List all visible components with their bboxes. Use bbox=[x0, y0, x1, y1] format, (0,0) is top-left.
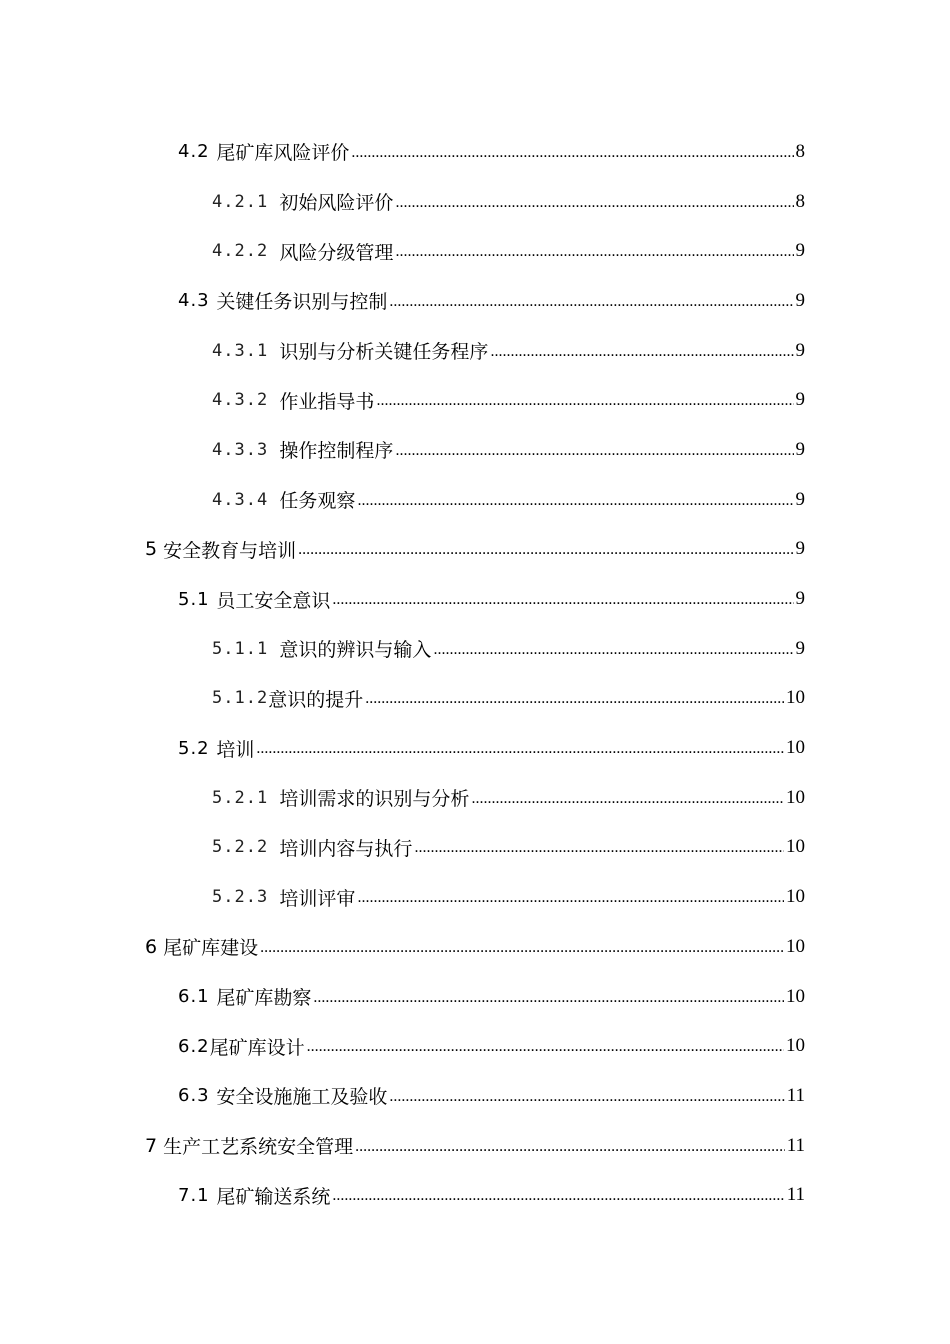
toc-section-number: 5.1 bbox=[178, 588, 217, 610]
toc-entry[interactable] bbox=[0, 922, 950, 972]
toc-section-number: 5 bbox=[145, 538, 164, 561]
toc-page-number: 10 bbox=[786, 935, 805, 957]
toc-dot-leader bbox=[395, 241, 793, 261]
toc-entry[interactable] bbox=[0, 425, 950, 475]
toc-dot-leader bbox=[332, 1185, 784, 1205]
toc-section-number: 4.3.2 bbox=[212, 390, 280, 411]
toc-entry-content bbox=[212, 436, 805, 463]
toc-section-title: 尾矿输送系统 bbox=[216, 1185, 331, 1208]
toc-section-number: 6.2 bbox=[178, 1035, 210, 1057]
toc-entry-content bbox=[178, 1033, 805, 1060]
toc-section-title: 意识的提升 bbox=[268, 688, 364, 711]
toc-page-number: 9 bbox=[795, 339, 805, 361]
toc-section-title: 意识的辨识与输入 bbox=[279, 639, 432, 662]
toc-page-number: 8 bbox=[795, 190, 805, 212]
toc-entry[interactable] bbox=[0, 1021, 950, 1071]
toc-section-title: 生产工艺系统安全管理 bbox=[163, 1136, 354, 1159]
toc-dot-leader bbox=[332, 589, 793, 609]
toc-entry[interactable] bbox=[0, 475, 950, 525]
toc-page-number: 9 bbox=[795, 488, 805, 510]
toc-section-title: 关键任务识别与控制 bbox=[216, 291, 388, 314]
toc-entry-content bbox=[212, 387, 805, 414]
toc-page-number: 10 bbox=[786, 836, 805, 858]
toc-dot-leader bbox=[376, 390, 793, 410]
toc-page-number: 11 bbox=[786, 1134, 805, 1156]
toc-section-title: 培训内容与执行 bbox=[279, 837, 413, 860]
toc-section-number: 5.1.1 bbox=[212, 638, 280, 659]
toc-dot-leader bbox=[351, 142, 793, 162]
toc-section-title: 培训评审 bbox=[279, 887, 356, 910]
toc-page-number: 10 bbox=[786, 985, 805, 1007]
toc-section-number: 5.2.2 bbox=[212, 837, 280, 858]
toc-entry-content bbox=[178, 1082, 805, 1109]
toc-section-number: 5.2 bbox=[178, 737, 217, 759]
toc-section-number: 6.3 bbox=[178, 1085, 217, 1107]
toc-entry[interactable] bbox=[0, 574, 950, 624]
toc-section-title: 识别与分析关键任务程序 bbox=[279, 341, 489, 364]
toc-section-title: 员工安全意识 bbox=[216, 589, 331, 612]
toc-section-title: 操作控制程序 bbox=[279, 440, 394, 463]
toc-page-number: 9 bbox=[795, 588, 805, 610]
toc-dot-leader bbox=[355, 1136, 785, 1156]
toc-dot-leader bbox=[260, 937, 784, 957]
toc-dot-leader bbox=[307, 1036, 784, 1056]
toc-entry[interactable] bbox=[0, 972, 950, 1022]
toc-dot-leader bbox=[395, 440, 793, 460]
toc-dot-leader bbox=[414, 837, 784, 857]
toc-section-number: 4.3.1 bbox=[212, 340, 280, 361]
toc-section-number: 5.2.1 bbox=[212, 787, 280, 808]
toc-entry[interactable] bbox=[0, 525, 950, 575]
toc-dot-leader bbox=[357, 887, 784, 907]
toc-section-title: 尾矿库建设 bbox=[163, 937, 259, 960]
toc-entry-content bbox=[212, 784, 805, 811]
toc-entry[interactable] bbox=[0, 375, 950, 425]
toc-section-title: 培训 bbox=[216, 738, 255, 761]
toc-page-number: 10 bbox=[786, 886, 805, 908]
toc-entry[interactable] bbox=[0, 276, 950, 326]
toc-entry[interactable] bbox=[0, 1071, 950, 1121]
toc-page-number: 10 bbox=[786, 1035, 805, 1057]
toc-section-title: 安全设施施工及验收 bbox=[216, 1086, 388, 1109]
toc-entry[interactable] bbox=[0, 177, 950, 227]
toc-section-title: 任务观察 bbox=[279, 490, 356, 513]
toc-entry-content bbox=[178, 1182, 805, 1209]
toc-section-number: 6.1 bbox=[178, 986, 217, 1008]
toc-section-number: 7 bbox=[145, 1134, 164, 1157]
toc-page-number: 11 bbox=[786, 1084, 805, 1106]
toc-entry[interactable] bbox=[0, 226, 950, 276]
toc-page-number: 9 bbox=[795, 438, 805, 460]
toc-page-number: 10 bbox=[786, 687, 805, 709]
toc-dot-leader bbox=[389, 291, 793, 311]
toc-entry-content bbox=[212, 834, 805, 861]
toc-section-number: 4.2 bbox=[178, 141, 217, 163]
toc-dot-leader bbox=[490, 341, 793, 361]
toc-entry-content bbox=[212, 884, 805, 911]
toc-page-number: 9 bbox=[795, 637, 805, 659]
toc-section-number: 4.3.4 bbox=[212, 489, 280, 510]
toc-entry[interactable] bbox=[0, 1170, 950, 1220]
toc-section-title: 培训需求的识别与分析 bbox=[279, 788, 470, 811]
toc-section-number: 4.3.3 bbox=[212, 439, 280, 460]
toc-section-title: 风险分级管理 bbox=[279, 241, 394, 264]
toc-dot-leader bbox=[433, 639, 793, 659]
toc-entry[interactable] bbox=[0, 624, 950, 674]
toc-section-number: 4.2.1 bbox=[212, 191, 280, 212]
toc-entry[interactable] bbox=[0, 723, 950, 773]
toc-entry-content bbox=[212, 238, 805, 265]
toc-entry[interactable] bbox=[0, 674, 950, 724]
toc-dot-leader bbox=[365, 688, 784, 708]
toc-section-number: 4.2.2 bbox=[212, 241, 280, 262]
toc-entry[interactable] bbox=[0, 823, 950, 873]
toc-entry[interactable] bbox=[0, 127, 950, 177]
toc-section-title: 尾矿库设计 bbox=[209, 1036, 305, 1059]
toc-page-number: 9 bbox=[795, 389, 805, 411]
toc-section-number: 4.3 bbox=[178, 290, 217, 312]
toc-page-number: 9 bbox=[795, 289, 805, 311]
toc-section-number: 5.1.2 bbox=[212, 688, 269, 709]
toc-entry[interactable] bbox=[0, 872, 950, 922]
toc-entry-content bbox=[145, 1132, 805, 1159]
table-of-contents bbox=[0, 127, 950, 1220]
toc-entry-content bbox=[178, 287, 805, 314]
toc-entry-content bbox=[145, 536, 805, 563]
toc-entry[interactable] bbox=[0, 326, 950, 376]
toc-entry-content bbox=[212, 337, 805, 364]
toc-entry[interactable] bbox=[0, 1121, 950, 1171]
toc-dot-leader bbox=[389, 1086, 784, 1106]
toc-entry-content bbox=[212, 486, 805, 513]
toc-entry-content bbox=[212, 635, 805, 662]
toc-page-number: 11 bbox=[786, 1184, 805, 1206]
toc-section-number: 6 bbox=[145, 935, 164, 958]
toc-page-number: 9 bbox=[795, 538, 805, 560]
toc-entry[interactable] bbox=[0, 773, 950, 823]
toc-page-number: 8 bbox=[795, 140, 805, 162]
toc-dot-leader bbox=[256, 738, 784, 758]
toc-dot-leader bbox=[395, 192, 793, 212]
toc-section-title: 安全教育与培训 bbox=[163, 539, 297, 562]
toc-page-number: 10 bbox=[786, 786, 805, 808]
toc-dot-leader bbox=[313, 987, 784, 1007]
toc-entry-content bbox=[178, 735, 805, 762]
toc-section-number: 5.2.3 bbox=[212, 887, 280, 908]
toc-entry-content bbox=[178, 138, 805, 165]
toc-section-title: 尾矿库风险评价 bbox=[216, 142, 350, 165]
toc-section-title: 尾矿库勘察 bbox=[216, 987, 312, 1010]
toc-dot-leader bbox=[298, 539, 793, 559]
toc-section-number: 7.1 bbox=[178, 1184, 217, 1206]
toc-entry-content bbox=[212, 188, 805, 215]
toc-section-title: 作业指导书 bbox=[279, 390, 375, 413]
toc-page-number: 9 bbox=[795, 240, 805, 262]
toc-dot-leader bbox=[471, 788, 784, 808]
toc-entry-content bbox=[178, 983, 805, 1010]
toc-page-number: 10 bbox=[786, 737, 805, 759]
toc-dot-leader bbox=[357, 490, 793, 510]
toc-entry-content bbox=[212, 685, 805, 712]
toc-entry-content bbox=[178, 586, 805, 613]
toc-section-title: 初始风险评价 bbox=[279, 192, 394, 215]
toc-entry-content bbox=[145, 933, 805, 960]
